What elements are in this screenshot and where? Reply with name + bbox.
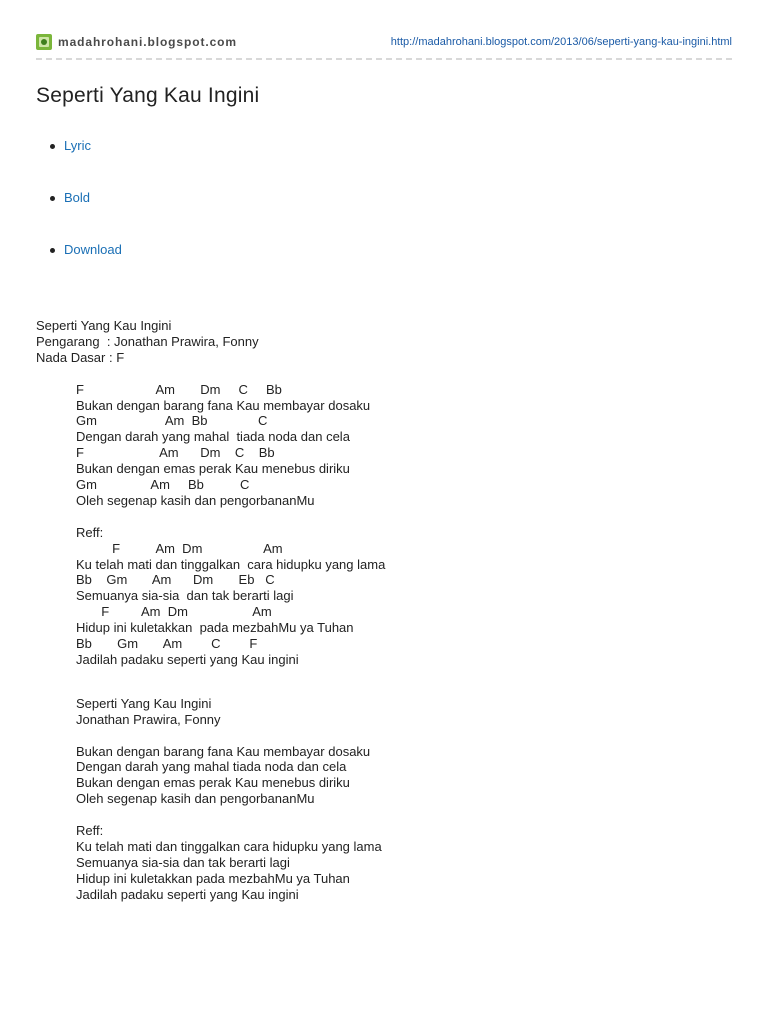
lyric-line: Hidup ini kuletakkan pada mezbahMu ya Tuhan [76,620,354,636]
site-brand[interactable] [36,34,237,50]
reff-label: Reff: [76,524,104,540]
lyric-line: Ku telah mati dan tinggalkan cara hidupku yang lama [76,556,386,572]
lyric-composer: Jonathan Prawira, Fonny [76,711,221,727]
bold-link[interactable]: Bold [64,190,91,205]
lyric-line: Bukan dengan barang fana Kau membayar dosaku [76,743,371,759]
page-header [36,34,732,56]
reff-label: Reff: [76,823,104,839]
bullet-icon [50,248,55,253]
download-link[interactable]: Download [64,242,122,257]
lyric-line: Jadilah padaku seperti yang Kau ingini [76,651,299,667]
lyric-line: Dengan darah yang mahal tiada noda dan cela [76,429,350,445]
lyric-line: Bukan dengan emas perak Kau menebus diriku [76,461,350,477]
reff-lyrics [76,823,726,902]
chord-line: Gm Am Bb C [76,413,268,429]
lyric-line: Oleh segenap kasih dan pengorbananMu [76,492,315,508]
lyric-link[interactable]: Lyric [64,138,91,153]
menu-item-lyric [36,138,122,190]
verse-with-chords [76,382,726,509]
menu-item-download [36,242,122,294]
lyric-line: Oleh segenap kasih dan pengorbananMu [76,791,315,807]
chord-line: F Am Dm Am [76,604,272,620]
lyric-header [76,696,726,728]
chord-line: F Am Dm Am [76,540,283,556]
lyric-title: Seperti Yang Kau Ingini [76,695,212,711]
chord-line: F Am Dm C Bb [76,445,275,461]
lyric-line: Bukan dengan barang fana Kau membayar dosaku [76,397,371,413]
site-name[interactable]: madahrohani.blogspot.com [58,35,237,49]
menu-item-bold [36,190,122,242]
blog-logo-icon [36,34,52,50]
song-content [36,318,726,903]
chord-line: Bb Gm Am Dm Eb C [76,572,275,588]
reff-with-chords [76,525,726,668]
verse-lyrics [76,744,726,808]
lyric-line: Ku telah mati dan tinggalkan cara hidupku yang lama [76,839,382,855]
bullet-icon [50,196,55,201]
song-info-composer: Pengarang : Jonathan Prawira, Fonny [36,333,259,349]
lyric-line: Hidup ini kuletakkan pada mezbahMu ya Tuhan [76,870,350,886]
chord-line: Gm Am Bb C [76,477,250,493]
bullet-icon [50,144,55,149]
page-title: Seperti Yang Kau Ingini [36,84,260,107]
chord-line: F Am Dm C Bb [76,381,282,397]
lyric-line: Dengan darah yang mahal tiada noda dan cela [76,759,347,775]
lyric-line: Semuanya sia-sia dan tak berarti lagi [76,854,290,870]
source-url-link[interactable]: http://madahrohani.blogspot.com/2013/06/seperti-yang-kau-ingini.html [390,36,732,48]
chord-line: Bb Gm Am C F [76,636,258,652]
lyric-line: Jadilah padaku seperti yang Kau ingini [76,886,299,902]
song-info [36,318,726,366]
header-divider [36,58,732,60]
tab-menu [36,138,122,294]
lyric-line: Bukan dengan emas perak Kau menebus diriku [76,775,350,791]
song-info-title: Seperti Yang Kau Ingini [36,318,172,333]
song-info-key: Nada Dasar : F [36,349,125,365]
lyric-line: Semuanya sia-sia dan tak berarti lagi [76,588,294,604]
